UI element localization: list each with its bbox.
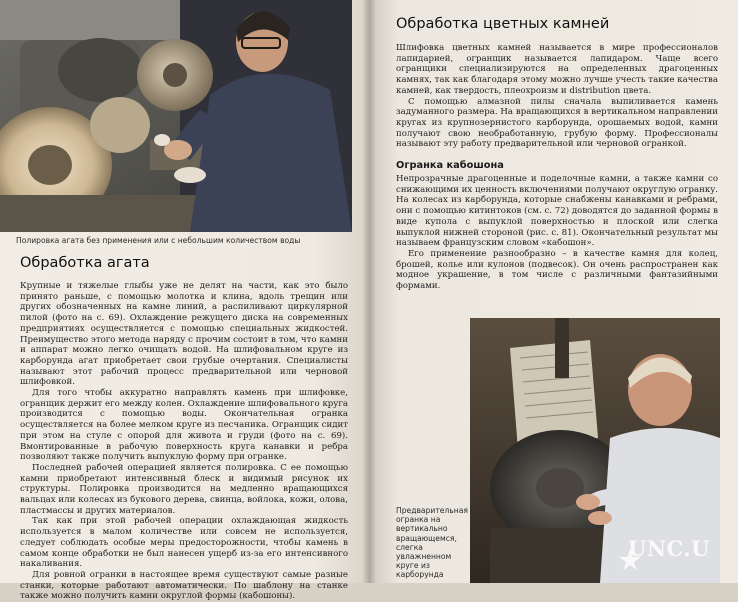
agate-polishing-illustration — [0, 0, 352, 232]
colored-stones-heading: Обработка цветных камней — [396, 16, 610, 32]
cabochon-text — [396, 174, 718, 292]
cabochon-paragraph: Непрозрачные драгоценные и поделочные камни, а также камни со снижающими их ценность включениями получают округлую огранку. На колесах из карборунда, которые снабжены канавками и ребрами, они с помощью китинтоков (см. с. 72) доводятся до заданной формы в виде купола с выпуклой поверхностью и плоской или слегка выпуклой нижней стороной (рис. с. 81). Окончательный результат мы называем французским словом «кабошон». — [396, 174, 718, 249]
right-photo-caption: Предварительная огранка на вертикально вращающемся, слегка увлажненном круге из карборунда — [396, 506, 468, 580]
colored-stones-paragraph: С помощью алмазной пилы сначала выпиливается камень задуманного размера. На вращающихся в вертикальном направлении кругах из крупнозернистого карборунда, орошаемых водой, камни получают свою необработанную, грубую форму. Профессионалы называют эту работу предварительной или черновой огранкой. — [396, 96, 718, 150]
cabochon-paragraph: Его применение разнообразно – в качестве камня для колец, брошей, колье или кулонов (подвесок). Он очень распространен как модное украшение, в том числе с различными фантазийными формами. — [396, 248, 718, 292]
agate-polishing-photo — [0, 0, 352, 232]
agate-processing-heading: Обработка агата — [20, 255, 150, 271]
left-photo-caption: Полировка агата без применения или с небольшим количеством воды — [16, 236, 301, 245]
cabochon-subheading: Огранка кабошона — [396, 160, 504, 171]
book-gutter — [362, 0, 376, 583]
agate-paragraph: Крупные и тяжелые глыбы уже не делят на части, как это было принято раньше, с помощью молотка и клина, вдоль трещин или других обозначенных на камне линий, а распиливают циркулярной пилой (фото на с. 69). Охлаждение режущего диска на современных предприятиях осуществляется с помощью специальных жидкостей. Преимущество этого метода наряду с прочим состоит в том, что камни и аппарат можно легко очищать водой. На шлифовальном круге из карборунда агат приобретает свои грубые очертания. Специалисты называют этот рабочий процесс предварительной или черновой шлифовкой. — [20, 281, 348, 388]
agate-paragraph: Последней рабочей операцией является полировка. С ее помощью камни приобретают интенсивный блеск и видимый рисунок их структуры. Полировка производится на медленно вращающихся вальцах или колесах из букового дерева, свинца, войлока, кожи, олова, пластмассы и других материалов. — [20, 462, 348, 516]
agate-processing-text — [20, 281, 348, 602]
agate-paragraph: Для ровной огранки в настоящее время существуют самые разные станки, которые работают автоматически. По шаблону на станке также можно получить камни округлой формы (кабошоны). — [20, 569, 348, 602]
colored-stones-paragraph: Шлифовка цветных камней называется в мире профессионалов лапидарией, огранщик называется лапидаром. Чаще всего огранщики специализируются на определенных драгоценных камнях, так как благодаря этому можно лучше учесть такие качества камней, как твердость, плеохроизм и distribution цвета. — [396, 43, 718, 96]
agate-paragraph: Так как при этой рабочей операции охлаждающая жидкость используется в малом количестве или совсем не используется, следует соблюдать особые меры предосторожности, чтобы камень в самом конце обработки не был нанесен ущерб из-за его интенсивного накаливания. — [20, 516, 348, 570]
agate-paragraph: Для того чтобы аккуратно направлять камень при шлифовке, огранщик держит его между колен. Охлаждение шлифовального круга производится с помощью воды. Окончательная огранка осуществляется на более мелком круге из песчаника. Огранщик сидит при этом на стуле с опорой для живота и груди (фото на с. 69). Вмонтированные в рабочую поверхность круга канавки и ребра позволяют также получить выпуклую форму при огранке. — [20, 388, 348, 463]
colored-stones-text — [396, 43, 718, 150]
watermark-text: UNC.U — [628, 536, 710, 561]
